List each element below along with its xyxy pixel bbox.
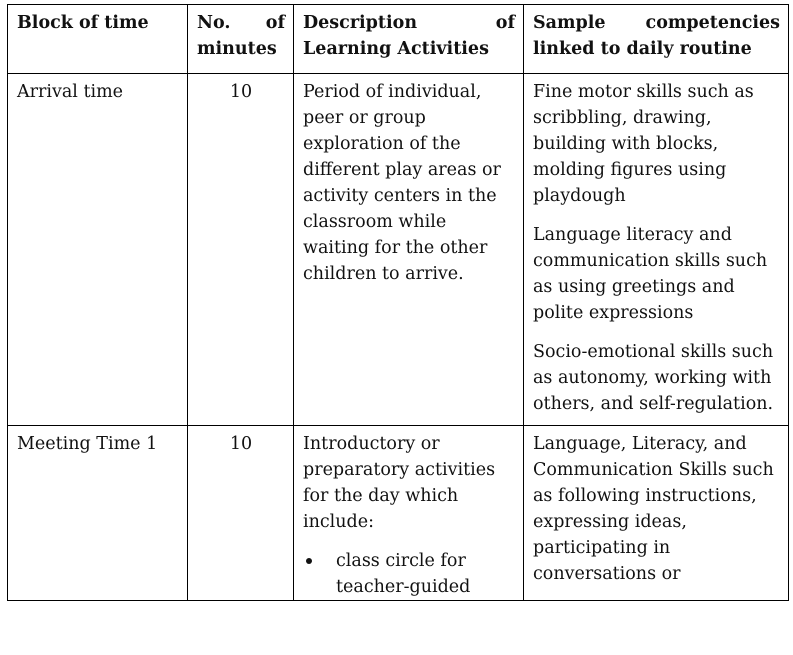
activity-bullet-list: [303, 548, 515, 600]
bullet-icon: [306, 558, 312, 564]
cell-competencies: [524, 74, 789, 426]
cell-block-of-time: Meeting Time 1: [8, 426, 188, 601]
table-header-row: [8, 5, 789, 74]
competency-paragraph: Language, Literacy, and Communication Skills such as following instructions, expressing ideas, participating in conversations or: [533, 434, 774, 584]
cell-description: [294, 426, 524, 601]
routine-table: [7, 4, 789, 601]
cell-minutes: 10: [188, 426, 294, 601]
cell-block-of-time: Arrival time: [8, 74, 188, 426]
competency-paragraph: Socio-emotional skills such as autonomy, working with others, and self-regulation.: [533, 342, 774, 414]
description-text: Introductory or preparatory activities for the day which include:: [303, 434, 496, 532]
cell-competencies: [524, 426, 789, 601]
header-description: Description of Learning Activities: [294, 5, 524, 74]
competency-paragraph: Fine motor skills such as scribbling, drawing, building with blocks, molding figures using playdough: [533, 82, 754, 206]
competency-paragraph: Language literacy and communication skills such as using greetings and polite expressions: [533, 225, 768, 323]
header-no-of-minutes: No. of minutes: [188, 5, 294, 74]
header-block-of-time: Block of time: [8, 5, 188, 74]
bullet-text: class circle for teacher-guided: [336, 551, 471, 597]
cell-description: Period of individual, peer or group exploration of the different play areas or activity centers in the classroom while waiting for the other children to arrive.: [294, 74, 524, 426]
table-row: [8, 74, 789, 426]
cell-minutes: 10: [188, 74, 294, 426]
header-sample-competencies: Sample competencies linked to daily routine: [524, 5, 789, 74]
table-row: [8, 426, 789, 601]
list-item: [303, 548, 515, 600]
